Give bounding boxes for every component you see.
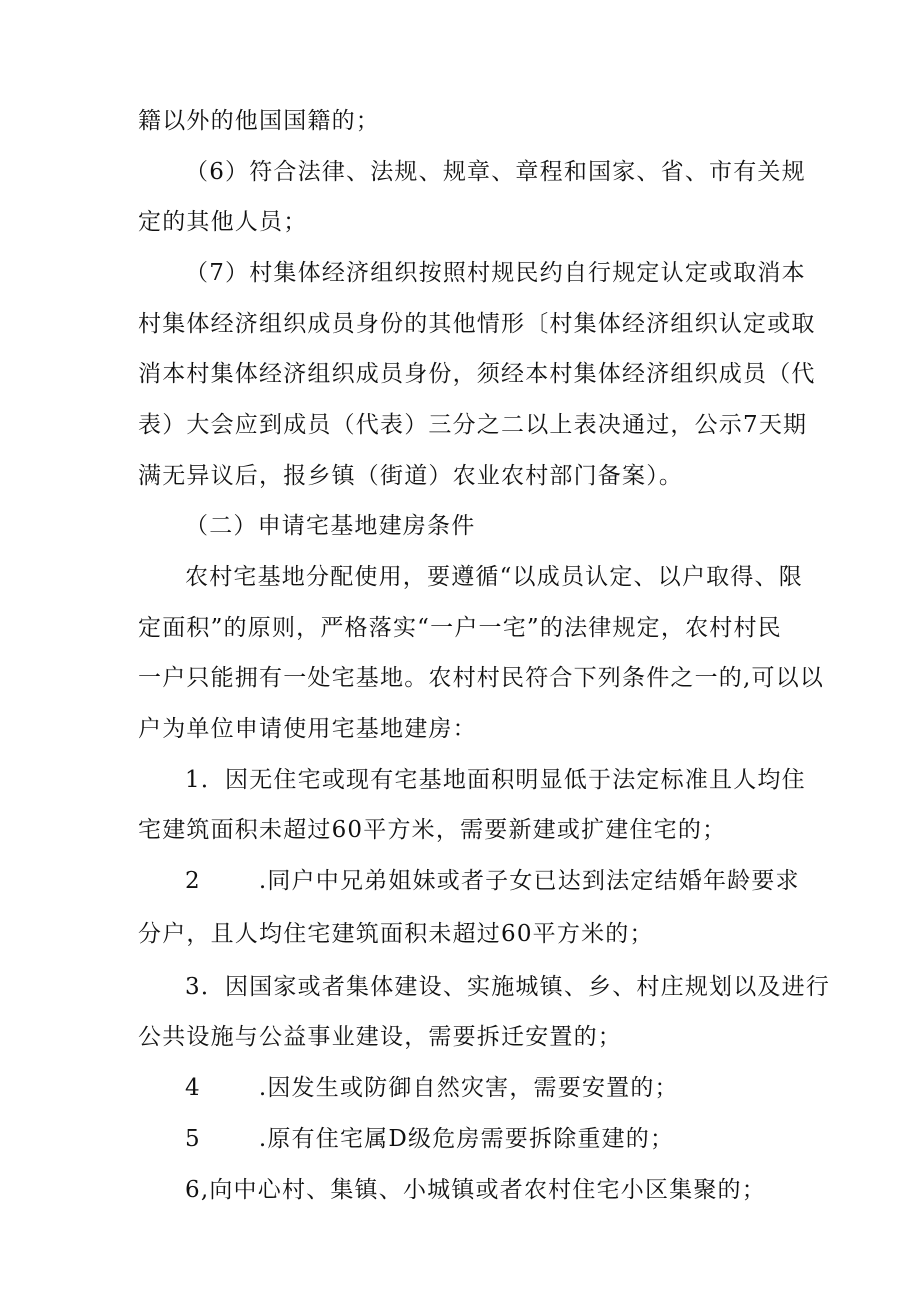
text-line: 定面积”的原则，严格落实“一户一宅”的法律规定，农村村民 [138,615,782,641]
list-number: 5 [185,1126,201,1152]
list-text: .因发生或防御自然灾害，需要安置的； [258,1075,679,1101]
list-item-6b: 6,向中心村、集镇、小城镇或者农村住宅小区集聚的； [185,1177,766,1203]
paragraph-start: 农村宅基地分配使用，要遵循“以成员认定、以户取得、限 [185,564,803,590]
text-line: 籍以外的他国国籍的； [138,108,380,134]
text-line: 宅建筑面积未超过60平方米，需要新建或扩建住宅的； [138,817,727,843]
text-line: 户为单位申请使用宅基地建房： [138,716,477,742]
list-item-5 [185,1124,674,1154]
text-line: 满无异议后，报乡镇（街道）农业农村部门备案）。 [138,463,684,489]
list-item-7: （7）村集体经济组织按照村规民约自行规定认定或取消本 [185,260,806,286]
list-number: 4 [185,1075,201,1101]
list-text: .原有住宅属D级危房需要拆除重建的； [258,1126,675,1152]
list-item-4 [185,1073,679,1103]
text-line: 分户，且人均住宅建筑面积未超过60平方米的； [138,921,654,947]
text-line: 定的其他人员； [138,209,308,235]
text-line: 消本村集体经济组织成员身份，须经本村集体经济组织成员（代 [138,361,816,387]
section-heading: （二）申请宅基地建房条件 [185,513,476,539]
text-line: 表）大会应到成员（代表）三分之二以上表决通过，公示7天期 [138,412,808,438]
list-text: .同户中兄弟姐妹或者子女已达到法定结婚年龄要求 [258,868,800,894]
text-line: 一户只能拥有一处宅基地。农村村民符合下列条件之一的,可以以 [138,665,825,691]
list-item-6: （6）符合法律、法规、规章、章程和国家、省、市有关规 [185,159,806,185]
text-line: 公共设施与公益事业建设，需要拆迁安置的； [138,1024,622,1050]
list-number: 2 [185,868,201,894]
list-item-1: 1．因无住宅或现有宅基地面积明显低于法定标准且人均住 [185,767,806,793]
list-item-3: 3．因国家或者集体建设、实施城镇、乡、村庄规划以及进行 [185,974,831,1000]
list-item-2 [185,866,800,896]
text-line: 村集体经济组织成员身份的其他情形〔村集体经济组织认定或取 [138,311,816,337]
